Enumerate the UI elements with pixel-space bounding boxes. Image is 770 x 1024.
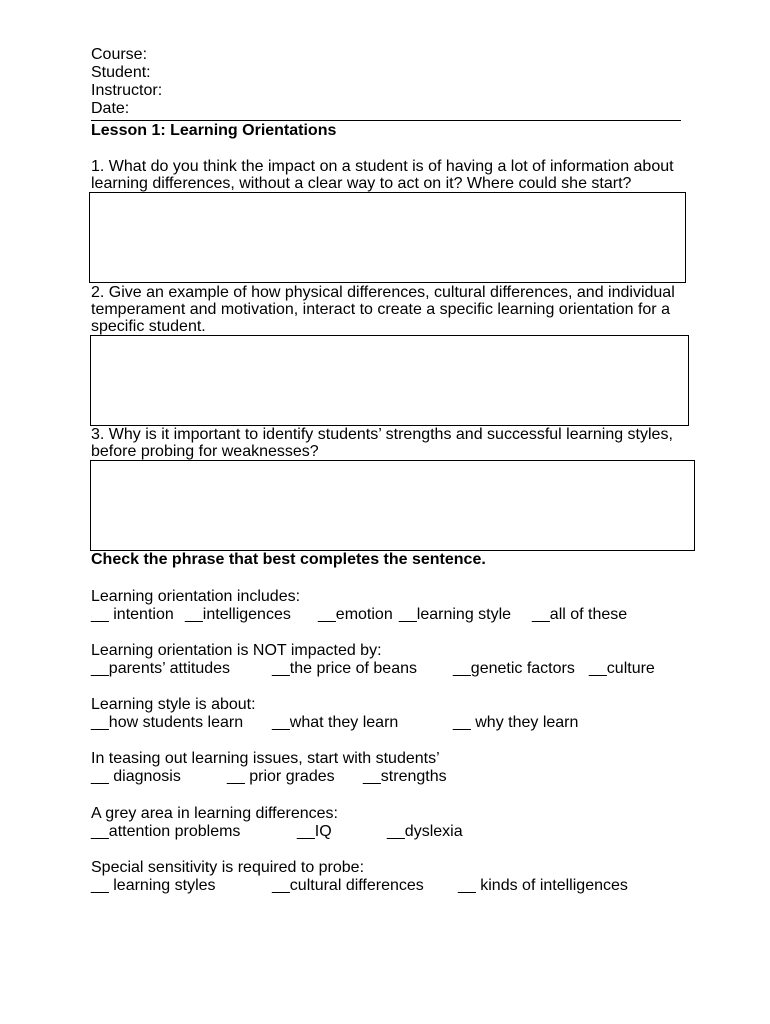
date-label: Date: xyxy=(91,100,130,117)
mc-2-option-2[interactable]: __the price of beans xyxy=(272,660,417,677)
mc-5-stem: A grey area in learning differences: xyxy=(91,805,338,822)
mc-4-option-2[interactable]: __ prior grades xyxy=(227,768,335,785)
mc-question-4 xyxy=(91,750,731,790)
mc-2-stem: Learning orientation is NOT impacted by: xyxy=(91,642,382,659)
question-2-line-1: 2. Give an example of how physical differences, cultural differences, and individual xyxy=(91,284,675,301)
mc-6-option-1[interactable]: __ learning styles xyxy=(91,877,216,894)
mc-6-option-3[interactable]: __ kinds of intelligences xyxy=(458,877,628,894)
mc-question-3 xyxy=(91,696,731,736)
question-1-line-1: 1. What do you think the impact on a student is of having a lot of information about xyxy=(91,158,674,175)
header-divider xyxy=(91,120,681,121)
question-1-line-2: learning differences, without a clear way to act on it? Where could she start? xyxy=(91,175,632,192)
question-2-line-3: specific student. xyxy=(91,318,206,335)
mc-1-option-2[interactable]: __intelligences xyxy=(185,606,291,623)
mc-4-stem: In teasing out learning issues, start with students’ xyxy=(91,750,440,767)
mc-4-option-3[interactable]: __strengths xyxy=(363,768,447,785)
instructor-label: Instructor: xyxy=(91,82,163,99)
question-2-line-2: temperament and motivation, interact to create a specific learning orientation for a xyxy=(91,301,670,318)
mc-1-option-1[interactable]: __ intention xyxy=(91,606,174,623)
question-3-line-1: 3. Why is it important to identify students’ strengths and successful learning styles, xyxy=(91,426,673,443)
mc-3-option-2[interactable]: __what they learn xyxy=(272,714,399,731)
answer-box-2[interactable] xyxy=(90,335,689,426)
mc-2-option-1[interactable]: __parents’ attitudes xyxy=(91,660,231,677)
question-3 xyxy=(91,426,691,460)
answer-box-3[interactable] xyxy=(90,460,695,551)
mc-3-option-3[interactable]: __ why they learn xyxy=(453,714,579,731)
mc-2-option-3[interactable]: __genetic factors xyxy=(453,660,575,677)
mc-6-option-2[interactable]: __cultural differences xyxy=(272,877,424,894)
mc-1-stem: Learning orientation includes: xyxy=(91,588,301,605)
answer-box-1[interactable] xyxy=(89,192,686,283)
mc-1-option-5[interactable]: __all of these xyxy=(532,606,628,623)
header-fields xyxy=(91,46,162,118)
question-3-line-2: before probing for weaknesses? xyxy=(91,443,319,460)
mc-5-option-1[interactable]: __attention problems xyxy=(91,823,241,840)
lesson-title: Lesson 1: Learning Orientations xyxy=(91,122,337,139)
course-label: Course: xyxy=(91,46,148,63)
mc-2-option-4[interactable]: __culture xyxy=(589,660,655,677)
mc-question-1 xyxy=(91,588,731,628)
mc-4-option-1[interactable]: __ diagnosis xyxy=(91,768,181,785)
mc-question-5 xyxy=(91,805,731,845)
student-label: Student: xyxy=(91,64,151,81)
mc-3-stem: Learning style is about: xyxy=(91,696,256,713)
mc-5-option-3[interactable]: __dyslexia xyxy=(387,823,463,840)
mc-question-6 xyxy=(91,859,731,899)
mc-1-option-3[interactable]: __emotion xyxy=(318,606,393,623)
question-2 xyxy=(91,284,691,335)
mc-5-option-2[interactable]: __IQ xyxy=(297,823,332,840)
check-heading: Check the phrase that best completes the sentence. xyxy=(91,551,486,568)
mc-1-option-4[interactable]: __learning style xyxy=(399,606,512,623)
question-1 xyxy=(91,158,691,192)
mc-3-option-1[interactable]: __how students learn xyxy=(91,714,244,731)
mc-6-stem: Special sensitivity is required to probe: xyxy=(91,859,365,876)
mc-question-2 xyxy=(91,642,731,682)
